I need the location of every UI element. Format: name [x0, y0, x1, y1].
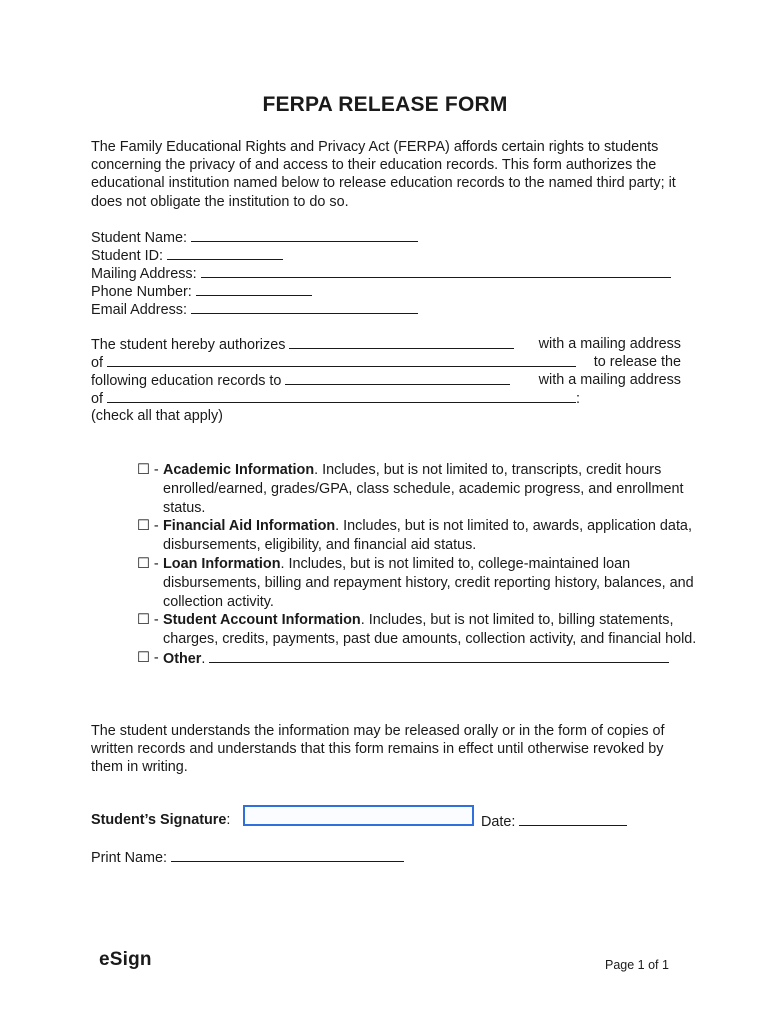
checkbox-icon[interactable]: ☐ -	[137, 612, 159, 629]
mailing-address-label: Mailing Address:	[91, 266, 197, 282]
option-description: . Includes, but is not limited to, college-maintained loan disbursements, billing and repayment history, credit reporting history, balances, and collection activity.	[163, 555, 694, 610]
intro-paragraph: The Family Educational Rights and Privacy Act (FERPA) affords certain rights to students concerning the privacy of and access to their education records. This form authorizes the educational institution named below to release education records to the named third party; it does not obligate the institution to do so.	[91, 139, 676, 210]
authorization-text: of	[91, 391, 104, 407]
recipient-address-field[interactable]	[107, 389, 576, 403]
student-name-label: Student Name:	[91, 230, 187, 246]
authorization-text: with a mailing address	[538, 336, 681, 352]
checkbox-icon[interactable]: ☐ -	[137, 518, 159, 535]
authorization-block	[91, 335, 681, 425]
option-label: Student Account Information	[163, 612, 361, 629]
other-field[interactable]	[209, 649, 669, 663]
authorization-line-1	[91, 335, 681, 353]
signature-colon: :	[226, 812, 231, 828]
record-options-list	[137, 461, 697, 669]
authorization-text: :	[576, 391, 581, 407]
phone-number-row	[91, 282, 312, 301]
option-label: Financial Aid Information	[163, 518, 336, 535]
option-other[interactable]	[137, 649, 697, 669]
option-description: .	[201, 650, 206, 667]
email-address-label: Email Address:	[91, 302, 187, 318]
student-id-row	[91, 246, 283, 265]
esign-logo: eSign	[99, 949, 152, 970]
page-title: FERPA RELEASE FORM	[262, 93, 508, 116]
email-address-field[interactable]	[191, 300, 418, 314]
email-address-row	[91, 300, 418, 319]
authorization-text: The student hereby authorizes	[91, 337, 286, 353]
date-label: Date:	[481, 814, 516, 830]
print-name-row	[91, 848, 404, 866]
print-name-field[interactable]	[171, 848, 404, 862]
check-all-note: (check all that apply)	[91, 408, 223, 424]
option-loan-information[interactable]	[137, 555, 697, 611]
option-label: Other	[163, 650, 202, 667]
checkbox-icon[interactable]: ☐ -	[137, 462, 159, 478]
page-number: Page 1 of 1	[605, 958, 669, 972]
authorization-line-3	[91, 371, 681, 389]
recipient-party-field[interactable]	[285, 371, 510, 385]
authorized-party-field[interactable]	[289, 335, 514, 349]
mailing-address-field[interactable]	[201, 264, 671, 278]
option-academic-information[interactable]	[137, 461, 697, 517]
signature-label: Student’s Signature	[91, 812, 227, 828]
date-row	[481, 812, 627, 830]
option-description: . Includes, but is not limited to, billing statements, charges, credits, payments, past due amounts, collection activity, and financial hold.	[163, 612, 697, 648]
authorization-line-2	[91, 353, 681, 371]
phone-number-label: Phone Number:	[91, 284, 192, 300]
phone-number-field[interactable]	[196, 282, 312, 296]
student-name-row	[91, 228, 418, 247]
option-student-account-information[interactable]	[137, 611, 697, 649]
print-name-label: Print Name:	[91, 850, 167, 866]
option-label: Academic Information	[163, 462, 315, 478]
authorization-text: with a mailing address	[538, 372, 681, 388]
institution-address-field[interactable]	[107, 353, 576, 367]
student-id-field[interactable]	[167, 246, 283, 260]
authorization-line-4	[91, 389, 681, 407]
student-id-label: Student ID:	[91, 248, 163, 264]
student-name-field[interactable]	[191, 228, 418, 242]
option-label: Loan Information	[163, 555, 281, 572]
closing-paragraph: The student understands the information may be released orally or in the form of copies of written records and understands that this form remains in effect until otherwise revoked by them in writing.	[91, 723, 665, 776]
option-financial-aid-information[interactable]	[137, 517, 697, 555]
authorization-text: of	[91, 355, 104, 371]
authorization-text: to release the	[593, 354, 681, 370]
date-field[interactable]	[519, 812, 627, 826]
authorization-text: following education records to	[91, 373, 282, 389]
checkbox-icon[interactable]: ☐ -	[137, 649, 159, 666]
signature-input[interactable]	[243, 805, 474, 826]
signature-row	[91, 812, 230, 838]
authorization-line-5	[91, 407, 681, 425]
option-description: . Includes, but is not limited to, transcripts, credit hours enrolled/earned, grades/GPA, class schedule, academic progress, and enrollment status.	[163, 462, 684, 516]
checkbox-icon[interactable]: ☐ -	[137, 555, 159, 572]
mailing-address-row	[91, 264, 671, 283]
option-description: . Includes, but is not limited to, awards, application data, disbursements, eligibility, and financial aid status.	[163, 518, 692, 554]
